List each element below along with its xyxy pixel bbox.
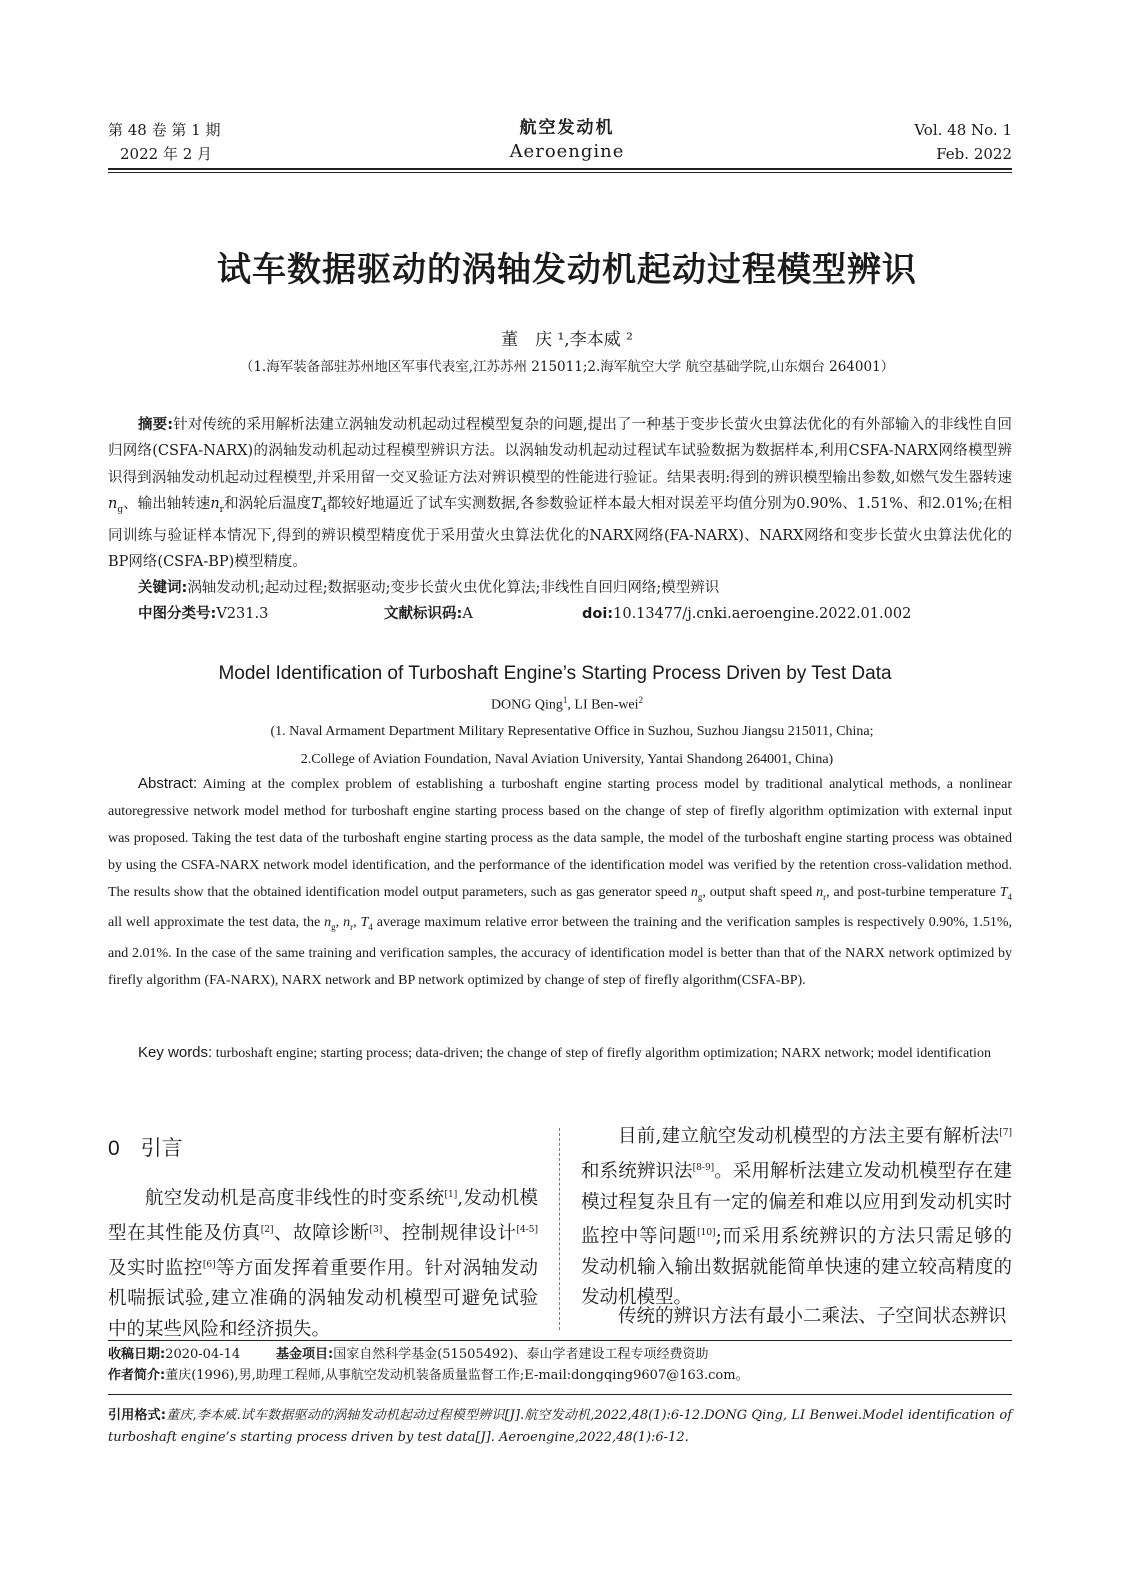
column-divider [559,1128,560,1330]
abstract-en-text-e: average maximum relative error between the training and the verification samples is respectively 0.90%, 1.51%, and 2.01%. In the case of the same training and verification samples, the accuracy of identification model is better than that of the NARX network optimized by firefly algorithm (FA-NARX), NARX network and BP network optimized by change of step of firefly algorithm(CSFA-BP). [108,915,1013,988]
keywords-cn [138,575,1012,601]
intro-paragraph [108,1180,538,1345]
abstract-cn-label: 摘要: [138,417,174,433]
right-column-paragraph-2: 传统的辨识方法有最小二乘法、子空间状态辨识 [618,1306,1007,1327]
affiliation-en-1: (1. Naval Armament Department Military Representative Office in Suzhou, Suzhou Jiangsu 215011, China; [270,724,874,739]
abstract-cn-text-a: 针对传统的采用解析法建立涡轴发动机起动过程模型复杂的问题,提出了一种基于变步长萤火虫算法优化的有外部输入的非线性自回归网络(CSFA-NARX)的涡轴发动机起动过程模型辨识方法。以涡轴发动机起动过程试车试验数据为数据样本,利用CSFA-NARX网络模型辨识得到涡轴发动机起动过程模型,并采用留一交叉验证方法对辨识模型的性能进行验证。结果表明:得到的辨识模型输出参数,如燃气发生器转速 [108,417,1012,486]
header-rule-thin [108,172,1012,173]
abstract-en-text-a: Aiming at the complex problem of establishing a turboshaft engine starting process model by traditional analytical methods, a nonlinear autoregressive network model method for turboshaft engine starting process based on the change of step of firefly algorithm optimization with external input was proposed. Taking the test data of the turboshaft engine starting process as the data sample, the model of the turboshaft engine starting process was obtained by using the CSFA-NARX network model identification, and the performance of the identification model was verified by the retention cross-validation method. The results show that the obtained identification model output parameters, such as gas generator speed [108,777,1012,900]
symbol-nr-en: n [816,884,824,900]
received-date [108,1344,240,1366]
subscript-g-en: g [697,891,703,902]
ref-3: [3] [369,1224,383,1235]
right-text-a: 目前,建立航空发动机模型的方法主要有解析法 [618,1126,1000,1148]
intro-text-e: 及实时监控 [108,1257,203,1279]
symbol-t4: T [311,495,321,512]
journal-name-cn: 航空发动机 [519,118,615,138]
fund-label: 基金项目: [276,1347,334,1362]
author-en-1-mark: 1 [562,695,568,705]
fund-value: 国家自然科学基金(51505492)、泰山学者建设工程专项经费资助 [333,1347,709,1362]
author-en-2-mark: 2 [638,695,644,705]
keywords-en-label: Key words: [138,1044,213,1061]
ref-10: [10] [697,1228,716,1239]
section-heading-introduction: 0 引言 [108,1137,183,1160]
clc-label: 中图分类号: [138,606,217,622]
doc-code-value: A [462,606,473,622]
citation-format [108,1405,1012,1449]
symbol-separator-1: , [335,915,344,931]
subscript-g: g [117,504,124,515]
citation-label: 引用格式: [108,1408,166,1423]
right-text-c: 。采用解析法建立发动机模型存在建模过程复杂且有一定的偏差和难以应用到发动机实时监控中等问题 [581,1160,1012,1248]
abstract-en-text-b: , output shaft speed [702,884,817,900]
citation-rule [108,1394,1012,1395]
paper-title-en: Model Identification of Turboshaft Engine’s Starting Process Driven by Test Data [218,663,892,684]
ref-4-5: [4-5] [516,1224,538,1235]
ref-6: [6] [202,1259,216,1270]
ref-7: [7] [999,1128,1012,1138]
clc-value: V231.3 [216,606,269,622]
fund-info [276,1344,709,1366]
symbol-ng: n [108,495,118,512]
abstract-en-text-d: all well approximate the test data, the [108,915,325,931]
intro-text-d: 、控制规律设计 [382,1222,517,1244]
symbol-separator-2: , [353,915,361,931]
authors-cn: 董 庆 ¹,李本威 ² [501,330,633,350]
author-bio-label: 作者简介: [108,1368,166,1383]
affiliations-en [0,718,1134,774]
clc-code [138,601,268,627]
author-bio [108,1365,749,1387]
document-code [384,601,473,627]
intro-text-c: 、故障诊断 [273,1222,370,1244]
intro-text-f: 等方面发挥着重要作用。针对涡轴发动机喘振试验,建立准确的涡轴发动机模型可避免试验中的某些风险和经济损失。 [108,1257,538,1340]
volume-issue: 第 48 卷 第 1 期 [108,121,221,139]
doi-label: doi: [582,606,614,622]
symbol-nr: n [210,495,220,512]
ref-2: [2] [260,1224,274,1235]
symbol-nr-en-2: n [343,915,351,931]
abstract-en [108,771,1012,995]
ref-1: [1] [444,1190,458,1200]
abstract-en-label: Abstract: [138,775,198,792]
abstract-cn [108,412,1012,576]
abstract-cn-text-d: 都较好地逼近了试车实测数据,各参数验证样本最大相对误差平均值分别为0.90%、1.51%、和2.01%;在相同训练与验证样本情况下,得到的辨识模型精度优于采用萤火虫算法优化的NARX网络(FA-NARX)、NARX网络和变步长萤火虫算法优化的BP网络(CSFA-BP)模型精度。 [108,495,1013,571]
right-text-d: ;而采用系统辨识的方法只需足够的发动机输入输出数据就能简单快速的建立较高精度的发动机模型。 [581,1226,1012,1309]
issue-date-en: Feb. 2022 [936,145,1012,163]
subscript-4-en-2: 4 [368,922,373,933]
subscript-r-en-2: r [350,922,354,933]
header-rule-thick [108,168,1012,170]
volume-issue-en: Vol. 48 No. 1 [914,121,1012,139]
abstract-en-text-c: , and post-turbine temperature [826,884,1000,900]
keywords-cn-label: 关键词: [138,580,188,596]
subscript-r-en: r [823,891,827,902]
affiliation-en-2: 2.College of Aviation Foundation, Naval Aviation University, Yantai Shandong 264001, China) [300,752,834,767]
ref-8-9: [8-9] [692,1162,715,1173]
received-label: 收稿日期: [108,1347,166,1362]
keywords-en [108,1040,1012,1068]
citation-text: 董庆,李本威.试车数据驱动的涡轴发动机起动过程模型辨识[J].航空发动机,2022,48(1):6-12.DONG Qing, LI Benwei.Model identification of turboshaft engine’s starting process driven by test data[J]. Aeroengine,2022,48(1):6-12. [108,1408,1012,1445]
journal-volume-en [914,118,1012,166]
abstract-cn-text-c: 和涡轮后温度 [223,495,312,512]
doi-value: 10.13477/j.cnki.aeroengine.2022.01.002 [613,606,912,622]
keywords-cn-text: 涡轴发动机;起动过程;数据驱动;变步长萤火虫优化算法;非线性自回归网络;模型辨识 [187,580,720,596]
intro-text-b: ,发动机模型在其性能及仿真 [108,1188,538,1244]
intro-text-a: 航空发动机是高度非线性的时变系统 [145,1188,445,1210]
affiliations-cn: （1.海军装备部驻苏州地区军事代表室,江苏苏州 215011;2.海军航空大学 航空基础学院,山东烟台 264001） [239,359,895,375]
author-bio-value: 董庆(1996),男,助理工程师,从事航空发动机装备质量监督工作;E-mail:dongqing9607@163.com。 [165,1368,749,1383]
subscript-4-en: 4 [1007,891,1013,902]
received-value: 2020-04-14 [165,1347,241,1362]
author-en-2: , LI Ben-wei [567,697,639,713]
symbol-ng-en-2: n [324,915,332,931]
doc-code-label: 文献标识码: [384,606,463,622]
subscript-r: r [219,504,224,515]
right-column-paragraph-1 [581,1118,1012,1314]
symbol-t4-en-2: T [360,915,369,931]
abstract-cn-text-b: 、输出轴转速 [123,495,211,512]
symbol-t4-en: T [999,884,1008,900]
doi [582,601,911,627]
issue-date: 2022 年 2 月 [120,145,213,163]
paper-title-cn: 试车数据驱动的涡轴发动机起动过程模型辨识 [217,250,917,290]
footnote-rule [108,1340,1012,1341]
keywords-en-text: turboshaft engine; starting process; data-driven; the change of step of firefly algorithm optimization; NARX network; model identification [212,1046,991,1061]
right-text-b: 和系统辨识法 [581,1160,693,1182]
author-en-1: DONG Qing [490,697,563,713]
authors-en [0,689,1134,717]
subscript-g-en-2: g [331,922,336,933]
subscript-4: 4 [320,504,327,515]
journal-name-en: Aeroengine [509,141,625,162]
symbol-ng-en: n [690,884,698,900]
